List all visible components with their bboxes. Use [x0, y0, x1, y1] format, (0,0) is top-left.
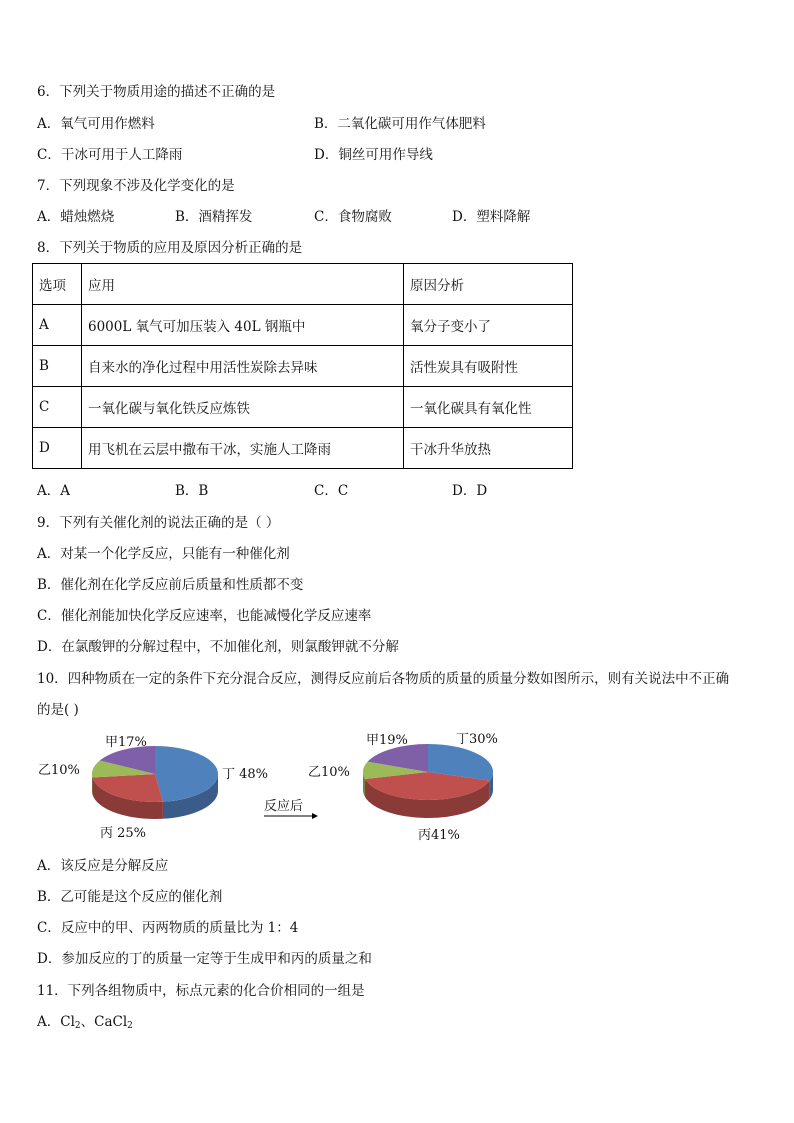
q10-option-d: D．参加反应的丁的质量一定等于生成甲和丙的质量之和	[37, 951, 372, 967]
pie-label-bing-before: 丙 25%	[100, 826, 147, 841]
table-cell: 一氧化碳具有氧化性	[404, 387, 573, 428]
table-cell: B	[33, 346, 82, 387]
arrow-label: 反应后	[264, 799, 304, 814]
table-header-cell: 选项	[33, 264, 82, 305]
q11-option-a	[37, 1013, 133, 1035]
q6-option-c: C．干冰可用于人工降雨	[37, 147, 183, 163]
q8-option-b: B．B	[175, 483, 209, 499]
formula-cl2: Cl	[60, 1014, 75, 1030]
q9-option-b: B．催化剂在化学反应前后质量和性质都不变	[37, 577, 304, 593]
q9-option-d: D．在氯酸钾的分解过程中，不加催化剂，则氯酸钾就不分解	[37, 639, 399, 655]
q11-stem: 11．下列各组物质中，标点元素的化合价相同的一组是	[37, 983, 365, 999]
q9-option-c: C．催化剂能加快化学反应速率，也能减慢化学反应速率	[37, 608, 372, 624]
q7-stem: 7．下列现象不涉及化学变化的是	[37, 178, 235, 194]
table-cell: 用飞机在云层中撒布干冰，实施人工降雨	[82, 428, 404, 469]
pie-label-yi-before: 乙10%	[38, 763, 80, 778]
q6-option-a: A．氧气可用作燃料	[37, 116, 155, 132]
formula-subscript: 2	[74, 1021, 81, 1031]
pie-label-yi-after: 乙10%	[308, 765, 350, 780]
q7-option-b: B．酒精挥发	[175, 209, 253, 225]
q8-table	[32, 263, 573, 469]
table-row	[33, 387, 573, 428]
q8-option-c: C．C	[314, 483, 349, 499]
pie-label-jia-before: 甲17%	[105, 735, 147, 750]
q11-option-a-prefix: A．	[37, 1014, 61, 1030]
table-row	[33, 346, 573, 387]
table-header-row	[33, 264, 573, 305]
q10-stem-line1: 10．四种物质在一定的条件下充分混合反应，测得反应前后各物质的质量的质量分数如图所示，则有关说法中不正确	[37, 671, 730, 687]
q8-stem: 8．下列关于物质的应用及原因分析正确的是	[37, 240, 303, 256]
table-cell: 干冰升华放热	[404, 428, 573, 469]
formula-cacl2: CaCl	[94, 1014, 128, 1030]
table-cell: 一氧化碳与氧化铁反应炼铁	[82, 387, 404, 428]
table-header-cell: 应用	[82, 264, 404, 305]
pie-chart-before	[92, 746, 218, 819]
table-cell: 自来水的净化过程中用活性炭除去异味	[82, 346, 404, 387]
q10-option-a: A．该反应是分解反应	[37, 858, 169, 874]
q8-option-a: A．A	[37, 483, 70, 499]
table-row	[33, 428, 573, 469]
table-cell: 6000L 氧气可加压装入 40L 钢瓶中	[82, 305, 404, 346]
table-row	[33, 305, 573, 346]
q10-stem-line2: 的是( )	[37, 702, 79, 718]
formula-separator: 、	[80, 1014, 95, 1030]
pie-label-ding-before: 丁 48%	[222, 767, 269, 782]
pie-label-jia-after: 甲19%	[366, 733, 408, 748]
table-cell: C	[33, 387, 82, 428]
pie-charts-figure	[0, 728, 794, 848]
q7-option-a: A．蜡烛燃烧	[37, 209, 115, 225]
q10-option-c: C．反应中的甲、丙两物质的质量比为 1：4	[37, 920, 299, 936]
pie-label-bing-after: 丙41%	[418, 828, 460, 843]
formula-subscript: 2	[127, 1021, 133, 1031]
q10-option-b: B．乙可能是这个反应的催化剂	[37, 889, 223, 905]
table-cell: 氧分子变小了	[404, 305, 573, 346]
table-cell: D	[33, 428, 82, 469]
arrow-head-icon	[312, 813, 318, 819]
table-cell: 活性炭具有吸附性	[404, 346, 573, 387]
pie-label-ding-after: 丁30%	[456, 732, 498, 747]
table-header-cell: 原因分析	[404, 264, 573, 305]
q6-stem: 6．下列关于物质用途的描述不正确的是	[37, 84, 276, 100]
q7-option-c: C．食物腐败	[314, 209, 392, 225]
q6-option-b: B．二氧化碳可用作气体肥料	[314, 116, 486, 132]
q6-option-d: D．铜丝可用作导线	[314, 147, 433, 163]
pie-chart-after	[363, 744, 493, 818]
q8-option-d: D．D	[452, 483, 488, 499]
q7-option-d: D．塑料降解	[452, 209, 531, 225]
q9-stem: 9．下列有关催化剂的说法正确的是（ ）	[37, 515, 280, 531]
table-cell: A	[33, 305, 82, 346]
q9-option-a: A．对某一个化学反应，只能有一种催化剂	[37, 546, 290, 562]
